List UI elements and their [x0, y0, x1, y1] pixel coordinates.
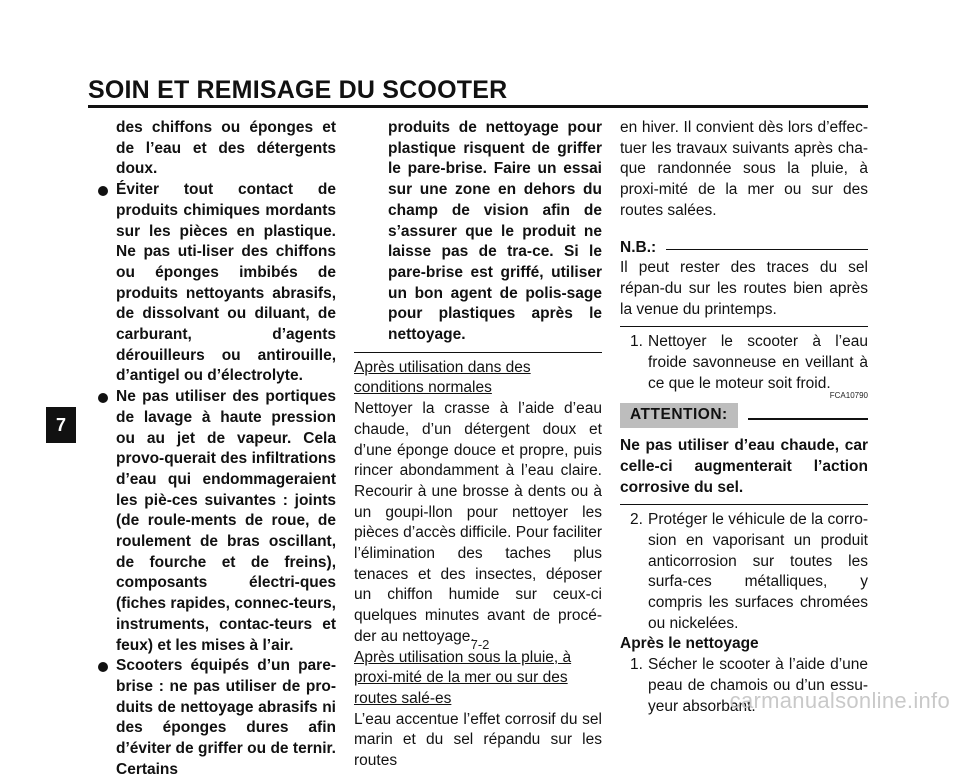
column-3 [620, 118, 868, 717]
bullet-text: Ne pas utiliser des portiques de lavage à haute pression ou au jet de vapeur. Cela provo-querait des infiltrations d’eau qui endommageraient les piè-ces suivantes : joints (de roule-ments de roue, de roulement de bras oscillant, de fourche et de freins), composants électri-ques (fiches rapides, connec-teurs, instruments, contac-teurs et feux) et les mises à l’air. [116, 388, 336, 654]
step-text: Protéger le véhicule de la corro-sion en vaporisant un produit anticorrosion sur toutes les surfa-ces métalliques, y compris les surfaces chromées ou nickelées. [648, 511, 868, 632]
watermark: carmanualsonline.info [729, 688, 950, 713]
attention-end-rule [620, 504, 868, 505]
heading-rain-conditions: Après utilisation sous la pluie, à proxi-mité de la mer ou sur des routes salé-es [354, 648, 572, 707]
note-text: Il peut rester des traces du sel répan-du sur les routes bien après la venue du printemps. [620, 259, 868, 318]
bullet-icon [98, 662, 108, 672]
after-cleaning-heading: Après le nettoyage [620, 635, 759, 653]
note-end-rule [620, 326, 868, 327]
attention-label: ATTENTION: [620, 403, 738, 428]
step-number: 1. [630, 656, 643, 674]
step-number: 2. [630, 511, 643, 529]
list-item [98, 387, 336, 656]
title-rule [88, 105, 868, 108]
bullet-icon [98, 393, 108, 403]
chapter-tab: 7 [46, 407, 76, 443]
col3-continuation: en hiver. Il convient dès lors d’effec-tuer les travaux suivants après cha-que randonnée sous la pluie, à proxi-mité de la mer ou sur des routes salées. [620, 119, 868, 219]
section-divider [354, 352, 602, 353]
note-label: N.B.: [620, 238, 657, 256]
reference-code: FCA10790 [829, 391, 868, 401]
attention-rule [748, 418, 868, 420]
heading-normal-conditions: Après utilisation dans des conditions normales [354, 358, 531, 397]
bullet-icon [98, 186, 108, 196]
list-item [98, 180, 336, 387]
attention-header [620, 403, 868, 428]
column-2 [354, 118, 602, 772]
step-text: Nettoyer le scooter à l’eau froide savonneuse en veillant à ce que le moteur soit froid. [648, 333, 868, 392]
bullet-text: Scooters équipés d’un pare-brise : ne pas utiliser de pro-duits de nettoyage abrasifs ni des éponges dures afin d’éviter de griffer ou de ternir. Certains [116, 657, 336, 778]
note-rule [666, 249, 868, 250]
list-item [620, 510, 868, 634]
para-normal-conditions: Nettoyer la crasse à l’aide d’eau chaude, d’un détergent doux et d’une éponge douce et propre, puis rincer abondamment à l’eau claire. Recourir à une brosse à dents ou à un goupi-llon pour nettoyer les pièces d’accès difficile. Pour faciliter l’élimination des taches plus tenaces et des insectes, déposer un chiffon humide sur ceux-ci quelques minutes avant de procé-der au nettoyage. [354, 400, 602, 645]
col1-continuation: des chiffons ou éponges et de l’eau et des détergents doux. [116, 119, 336, 178]
page-number: 7-2 [470, 637, 490, 652]
step-text: Sécher le scooter à l’aide d’une peau de chamois ou d’un essu-yeur absorbant. [648, 656, 868, 715]
column-1 [98, 118, 336, 781]
list-item [620, 332, 868, 394]
bullet-text: Éviter tout contact de produits chimiques mordants sur les pièces en plastique. Ne pas uti-liser des chiffons ou éponges imbibés de produits nettoyants abrasifs, de dissolvant ou diluant, de carburant, d’agents dérouilleurs ou antirouille, d’antigel ou d’électrolyte. [116, 181, 336, 385]
note-header [620, 238, 868, 259]
page-title: SOIN ET REMISAGE DU SCOOTER [88, 76, 508, 104]
step-number: 1. [630, 333, 643, 351]
list-item [98, 656, 336, 780]
para-rain-conditions: L’eau accentue l’effet corrosif du sel marin et du sel répandu sur les routes [354, 710, 602, 770]
attention-text: Ne pas utiliser d’eau chaude, car celle-ci augmenterait l’action corrosive du sel. [620, 437, 868, 496]
col2-continuation: produits de nettoyage pour plastique risquent de griffer le pare-brise. Faire un essai sur une zone en dehors du champ de vision afin de s’assurer que le produit ne laisse pas de tra-ce. Si le pare-brise est griffé, utiliser un bon agent de polis-sage pour plastiques après le nettoyage. [388, 119, 602, 344]
